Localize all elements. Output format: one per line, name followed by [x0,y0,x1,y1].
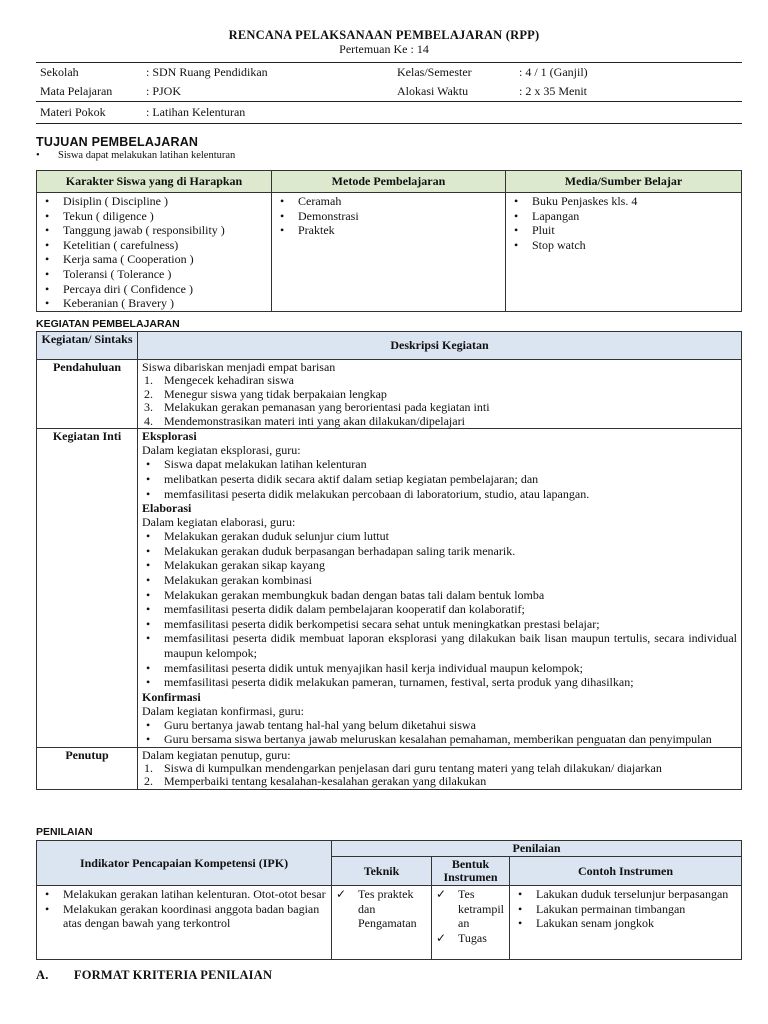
intro-lead: Siswa dibariskan menjadi empat barisan [142,360,336,374]
example-list [514,887,737,931]
intro-label: Pendahuluan [37,360,138,429]
character-header: Karakter Siswa yang di Harapkan [37,171,272,193]
closing-row [37,747,742,789]
media-item: • Pluit [510,223,737,238]
intro-step [142,401,737,415]
class-value: : 4 / 1 (Ganjil) [515,63,742,83]
step-number: 2. [144,774,153,789]
goals-heading: TUJUAN PEMBELAJARAN [36,135,199,149]
form-list [436,887,505,945]
character-item: • Keberanian ( Bravery ) [41,296,267,311]
confirmation-item: • Guru bersama siswa bertanya jawab meluruskan kesalahan pemahaman, memberikan penguatan dan penyimpulan [142,732,737,747]
elaboration-item: • Melakukan gerakan kombinasi [142,573,737,588]
example-item: • Lakukan permainan timbangan [514,902,737,917]
exploration-list [142,457,737,501]
character-item: • Ketelitian ( carefulness) [41,238,267,253]
elaboration-item: • Melakukan gerakan membungkuk badan dengan batas tali dalam bentuk lomba [142,588,737,603]
exploration-title: Eksplorasi [142,429,197,444]
exploration-lead: Dalam kegiatan eksplorasi, guru: [142,443,301,458]
activities-heading: KEGIATAN PEMBELAJARAN [36,318,180,330]
criteria-title: FORMAT KRITERIA PENILAIAN [73,968,273,982]
intro-step [142,374,737,388]
exploration-item: • Siswa dapat melakukan latihan kelenturan [142,457,737,472]
intro-row [37,360,742,429]
character-item: • Kerja sama ( Cooperation ) [41,252,267,267]
goal-item [36,150,235,161]
description-header: Deskripsi Kegiatan [138,332,742,360]
identity-row [36,102,742,124]
confirmation-title: Konfirmasi [142,689,201,704]
example-header: Contoh Instrumen [510,857,742,886]
confirmation-list [142,718,737,747]
elaboration-item: • Melakukan gerakan sikap kayang [142,558,737,573]
indicator-item: • Melakukan gerakan latihan kelenturan. Otot-otot besar [41,887,327,902]
example-item: • Lakukan duduk terselunjur berpasangan [514,887,737,902]
step-number: 1. [144,760,153,775]
step-number: 2. [144,386,153,401]
elaboration-item: • memfasilitasi peserta didik untuk menyajikan hasil kerja individual maupun kelompok; [142,661,737,676]
form-header: Bentuk Instrumen [432,857,510,886]
step-text: Siswa di kumpulkan mendengarkan penjelasan dari guru tentang materi yang telah dilakukan/ diajarkan [164,760,662,775]
intro-steps [142,374,737,428]
character-item: • Tanggung jawab ( responsibility ) [41,223,267,238]
exploration-item: • melibatkan peserta didik secara aktif dalam setiap kegiatan pembelajaran; dan [142,472,737,487]
elaboration-item: • Melakukan gerakan duduk selunjur cium luttut [142,529,737,544]
topic-value: : Latihan Kelenturan [142,102,393,124]
step-number: 1. [144,373,153,387]
character-list [41,194,267,311]
document-title: RENCANA PELAKSANAAN PEMBELAJARAN (RPP) [228,28,540,42]
goal-text: Siswa dapat melakukan latihan kelenturan [58,150,236,161]
elaboration-item: • memfasilitasi peserta didik dalam pembelajaran kooperatif dan kolaboratif; [142,602,737,617]
step-text: Menegur siswa yang tidak berpakaian lengkap [164,386,387,401]
closing-lead: Dalam kegiatan penutup, guru: [142,747,291,762]
step-text: Mendemonstrasikan materi inti yang akan dilakukan/dipelajari [164,413,465,428]
meeting-number: Pertemuan Ke : 14 [339,42,429,56]
intro-step [142,388,737,402]
step-text: Memperbaiki tentang kesalahan-kesalahan gerakan yang dilakukan [164,774,487,789]
assessment-group-header: Penilaian [332,841,742,857]
method-item: • Praktek [276,223,501,238]
character-item: • Percaya diri ( Confidence ) [41,282,267,297]
confirmation-item: • Guru bertanya jawab tentang hal-hal yang belum diketahui siswa [142,718,737,733]
bullet-icon: • [36,150,40,161]
character-item: • Toleransi ( Tolerance ) [41,267,267,282]
elaboration-item: • memfasilitasi peserta didik membuat laporan eksplorasi yang dilakukan baik lisan maupun tertulis, secara individual maupun kelompok; [142,631,737,660]
indicator-item: • Melakukan gerakan koordinasi anggota badan bagian atas dengan bawah yang terkontrol [41,902,327,931]
closing-steps [142,762,737,789]
confirmation-lead: Dalam kegiatan konfirmasi, guru: [142,703,304,718]
elaboration-title: Elaborasi [142,501,192,516]
media-item: • Lapangan [510,209,737,224]
time-value: : 2 x 35 Menit [519,84,587,98]
media-item: • Buku Penjaskes kls. 4 [510,194,737,209]
subject-value: : PJOK [146,84,182,98]
criteria-heading [36,968,272,983]
method-header: Metode Pembelajaran [272,171,506,193]
core-label: Kegiatan Inti [37,429,138,748]
criteria-letter: A. [36,968,49,982]
indicator-list [41,887,327,931]
step-text: Melakukan gerakan pemanasan yang berorientasi pada kegiatan inti [164,400,490,415]
method-item: • Ceramah [276,194,501,209]
character-item: • Disiplin ( Discipline ) [41,194,267,209]
activities-table [36,331,742,790]
elaboration-item: • memfasilitasi peserta didik melakukan pameran, turnamen, festival, serta produk yang dihasilkan; [142,675,737,690]
school-value: : SDN Ruang Pendidikan [142,63,393,83]
closing-label: Penutup [37,747,138,789]
character-method-media-table [36,170,742,312]
closing-step [142,762,737,776]
identity-table [36,62,742,124]
assessment-table [36,840,742,960]
step-text: Mengecek kehadiran siswa [164,373,294,387]
example-item: • Lakukan senam jongkok [514,916,737,931]
exploration-item: • memfasilitasi peserta didik melakukan percobaan di laboratorium, studio, atau lapangan. [142,487,737,502]
identity-row [36,63,742,83]
elaboration-list [142,529,737,690]
elaboration-item: • Melakukan gerakan duduk berpasangan berhadapan saling tarik menarik. [142,544,737,559]
assessment-heading: PENILAIAN [36,826,93,838]
school-label: Sekolah [36,63,142,83]
identity-row [36,82,742,102]
syntax-header: Kegiatan/ Sintaks [37,332,138,360]
character-item: • Tekun ( diligence ) [41,209,267,224]
form-item: ✓ Tes ketrampil an [436,887,505,931]
ipk-header: Indikator Pencapaian Kompetensi (IPK) [37,841,332,886]
core-row [37,429,742,748]
topic-label: Materi Pokok [36,102,142,124]
time-label: Alokasi Waktu [397,84,469,98]
step-number: 3. [144,400,153,415]
elaboration-item: • memfasilitasi peserta didik berkompetisi secara sehat untuk meningkatkan prestasi belajar; [142,617,737,632]
class-label: Kelas/Semester [393,63,515,83]
elaboration-lead: Dalam kegiatan elaborasi, guru: [142,515,296,530]
method-item: • Demonstrasi [276,209,501,224]
technique-item: ✓ Tes praktek dan Pengamatan [336,887,427,931]
closing-step [142,775,737,789]
technique-header: Teknik [332,857,432,886]
method-list [276,194,501,238]
subject-label: Mata Pelajaran [40,84,113,98]
form-item: ✓ Tugas [436,931,505,946]
intro-step [142,415,737,429]
technique-list [336,887,427,931]
media-item: • Stop watch [510,238,737,253]
media-header: Media/Sumber Belajar [506,171,742,193]
step-number: 4. [144,413,153,428]
media-list [510,194,737,252]
